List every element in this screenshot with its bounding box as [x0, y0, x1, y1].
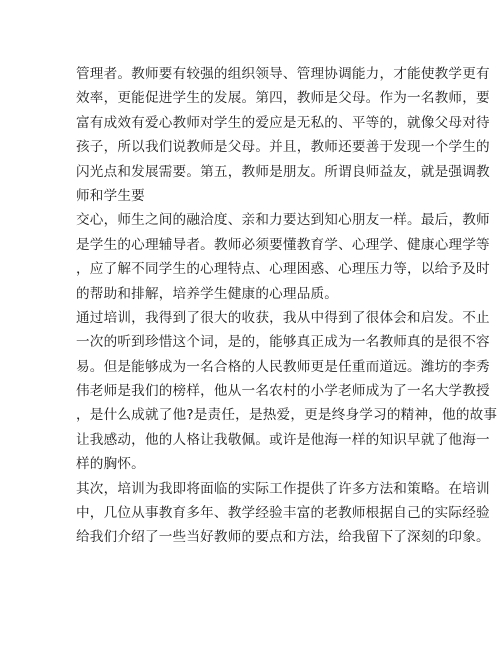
text-line: 一次的听到珍惜这个词，是的，能够真正成为一名教师真的是很不容	[76, 334, 490, 351]
text-line: 是学生的心理辅导者。教师必须要懂教育学、心理学、健康心理学等	[76, 236, 490, 253]
text-line: 交心，师生之间的融洽度、亲和力要达到知心朋友一样。最后，教师	[76, 212, 490, 229]
text-line: 师和学生要	[76, 187, 145, 204]
text-line: 孩子，所以我们说教师是父母。并且，教师还要善于发现一个学生的	[76, 139, 490, 156]
text-line: 样的胸怀。	[76, 456, 145, 473]
text-line: 易。但是能够成为一名合格的人民教师更是任重而道远。潍坊的李秀	[76, 358, 490, 375]
text-line: 富有成效有爱心教师对学生的爱应是无私的、平等的，就像父母对待	[76, 114, 490, 131]
text-line: 效率，更能促进学生的发展。第四，教师是父母。作为一名教师，要	[76, 90, 490, 107]
text-line: ，应了解不同学生的心理特点、心理困惑、心理压力等，以给予及时	[76, 261, 490, 278]
text-line: 中，几位从事教育多年、教学经验丰富的老教师根据自己的实际经验	[76, 505, 490, 522]
text-line: 给我们介绍了一些当好教师的要点和方法，给我留下了深刻的印象。	[76, 529, 490, 546]
text-line: 其次，培训为我即将面临的实际工作提供了许多方法和策略。在培训	[76, 480, 490, 497]
text-line: 的帮助和排解，培养学生健康的心理品质。	[76, 285, 339, 302]
text-line: 让我感动，他的人格让我敬佩。或许是他海一样的知识早就了他海一	[76, 431, 490, 448]
text-line: ，是什么成就了他?是责任，是热爱，更是终身学习的精神，他的故事	[76, 407, 498, 424]
text-line: 闪光点和发展需要。第五，教师是朋友。所谓良师益友，就是强调教	[76, 163, 490, 180]
text-line: 伟老师是我们的榜样，他从一名农村的小学老师成为了一名大学教授	[76, 383, 490, 400]
text-line: 通过培训，我得到了很大的收获，我从中得到了很体会和启发。不止	[76, 309, 490, 326]
text-line: 管理者。教师要有较强的组织领导、管理协调能力，才能使教学更有	[76, 66, 490, 82]
body-text	[76, 62, 498, 550]
